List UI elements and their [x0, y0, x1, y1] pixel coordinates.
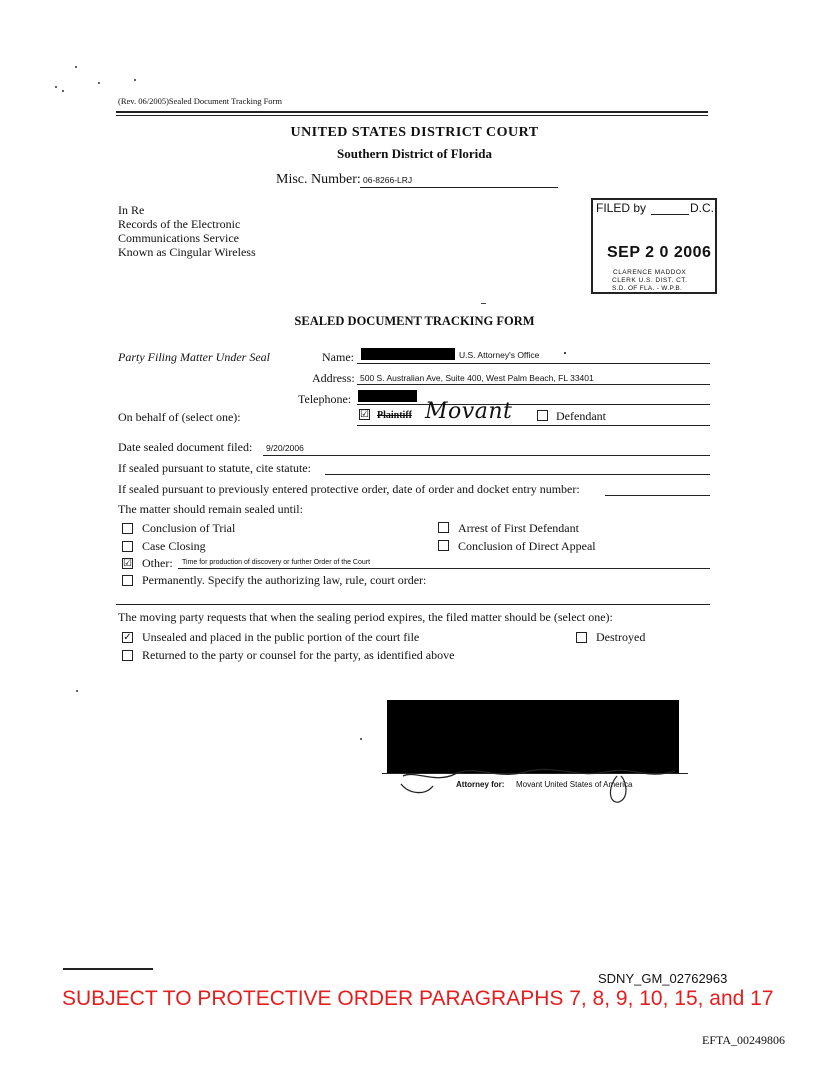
- bates-number: SDNY_GM_02762963: [598, 971, 728, 986]
- scan-speck: [98, 82, 100, 84]
- stamp-clerk-line-2: CLERK U.S. DIST. CT.: [612, 277, 688, 284]
- permanently-checkbox[interactable]: [122, 575, 133, 586]
- scan-speck: [75, 66, 77, 68]
- scan-speck: [62, 90, 64, 92]
- efta-number: EFTA_00249806: [702, 1033, 786, 1047]
- expiry-label: The moving party requests that when the sealing period expires, the filed matter should be (select one):: [118, 610, 613, 624]
- case-closing-checkbox[interactable]: [122, 541, 133, 552]
- redacted-telephone: [358, 390, 417, 402]
- protective-order-label: If sealed pursuant to previously entered protective order, date of order and docket entry number:: [118, 482, 580, 496]
- other-label: Other:: [142, 556, 173, 570]
- conclusion-trial-label: Conclusion of Trial: [142, 521, 236, 535]
- redacted-name: [361, 348, 455, 360]
- party-name-value: U.S. Attorney's Office: [459, 350, 540, 360]
- date-filed-value: 9/20/2006: [266, 443, 304, 453]
- scan-speck: [360, 738, 362, 740]
- misc-number-label: Misc. Number:: [276, 172, 361, 187]
- party-section-label: Party Filing Matter Under Seal: [118, 350, 270, 364]
- misc-number-value: 06-8266-LRJ: [363, 175, 413, 185]
- other-line: [178, 568, 710, 569]
- plaintiff-label: Plaintiff: [377, 410, 412, 421]
- plaintiff-checkbox[interactable]: ☑: [360, 409, 369, 420]
- arrest-checkbox[interactable]: [438, 522, 449, 533]
- form-title: SEALED DOCUMENT TRACKING FORM: [294, 314, 535, 328]
- returned-label: Returned to the party or counsel for the party, as identified above: [142, 648, 455, 662]
- misc-number-line: [360, 187, 558, 188]
- statute-line: [325, 474, 710, 475]
- conclusion-trial-checkbox[interactable]: [122, 523, 133, 534]
- party-address-line: [357, 384, 710, 385]
- statute-label: If sealed pursuant to statute, cite statute:: [118, 461, 311, 475]
- footer-mark: [63, 968, 153, 970]
- direct-appeal-label: Conclusion of Direct Appeal: [458, 539, 596, 553]
- caption-line-2: Records of the Electronic: [118, 217, 241, 231]
- signature-loop: [401, 784, 433, 793]
- stamp-border-right: [715, 198, 717, 292]
- redacted-signature: [387, 700, 679, 774]
- defendant-checkbox[interactable]: [537, 410, 548, 421]
- header-rule-thin: [116, 115, 708, 116]
- remain-sealed-label: The matter should remain sealed until:: [118, 502, 303, 516]
- stamp-border-left: [591, 198, 593, 292]
- party-address-value: 500 S. Australian Ave, Suite 400, West Palm Beach, FL 33401: [360, 373, 594, 383]
- stamp-date: SEP 2 0 2006: [607, 244, 712, 261]
- other-checkbox[interactable]: ☑: [123, 558, 132, 569]
- arrest-label: Arrest of First Defendant: [458, 521, 579, 535]
- returned-checkbox[interactable]: [122, 650, 133, 661]
- court-district: Southern District of Florida: [337, 146, 492, 161]
- court-title: UNITED STATES DISTRICT COURT: [290, 125, 539, 140]
- protective-order-line: [605, 495, 710, 496]
- stamp-border-top: [591, 198, 717, 200]
- party-address-label: Address:: [312, 371, 355, 385]
- destroyed-checkbox[interactable]: [576, 632, 587, 643]
- stamp-dc: D.C.: [690, 201, 714, 215]
- signature-line: [382, 773, 688, 774]
- scan-speck: [564, 352, 566, 354]
- stamp-clerk-line-1: CLARENCE MADDOX: [613, 269, 687, 276]
- behalf-label: On behalf of (select one):: [118, 410, 241, 424]
- stamp-filed-by-line: [651, 214, 689, 215]
- unsealed-label: Unsealed and placed in the public portion of the court file: [142, 630, 420, 644]
- party-name-label: Name:: [322, 350, 354, 364]
- permanently-line: [116, 604, 710, 605]
- filed-stamp: [591, 198, 717, 294]
- caption-line-3: Communications Service: [118, 231, 239, 245]
- handwritten-movant: Movant: [425, 399, 513, 424]
- scan-speck: [76, 690, 78, 692]
- scan-speck: [55, 86, 57, 88]
- party-name-line: [357, 363, 710, 364]
- permanently-label: Permanently. Specify the authorizing law, rule, court order:: [142, 573, 427, 587]
- form-revision: (Rev. 06/2005)Sealed Document Tracking Form: [118, 96, 282, 106]
- unsealed-checkbox[interactable]: ✓: [123, 632, 132, 643]
- party-telephone-label: Telephone:: [298, 392, 352, 406]
- defendant-label: Defendant: [556, 409, 606, 423]
- attorney-for-value: Movant United States of America: [516, 780, 633, 789]
- caption-line-4: Known as Cingular Wireless: [118, 245, 256, 259]
- party-telephone-line: [357, 404, 710, 405]
- date-filed-label: Date sealed document filed:: [118, 440, 253, 454]
- behalf-underline: [357, 425, 710, 426]
- header-rule: [116, 111, 708, 113]
- case-closing-label: Case Closing: [142, 539, 206, 553]
- destroyed-label: Destroyed: [596, 630, 646, 644]
- stamp-filed-by: FILED by: [596, 201, 647, 215]
- direct-appeal-checkbox[interactable]: [438, 540, 449, 551]
- stamp-clerk-line-3: S.D. OF FLA. - W.P.B.: [612, 285, 683, 292]
- protective-order-notice: SUBJECT TO PROTECTIVE ORDER PARAGRAPHS 7, 8, 9, 10, 15, and 17: [62, 987, 774, 1010]
- stamp-border-bottom: [591, 292, 717, 294]
- scan-speck: [134, 79, 136, 81]
- date-filed-line: [263, 455, 710, 456]
- other-value: Time for production of discovery or further Order of the Court: [182, 559, 371, 566]
- scan-speck: [481, 303, 486, 304]
- attorney-for-label: Attorney for:: [456, 780, 505, 789]
- caption-line-1: In Re: [118, 203, 145, 217]
